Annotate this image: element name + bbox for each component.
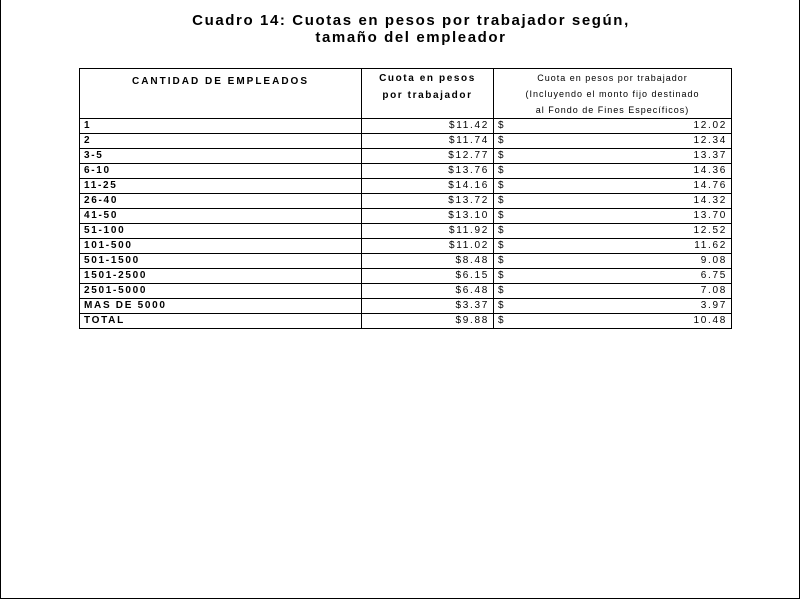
table-row (80, 314, 732, 329)
currency-symbol: $ (498, 315, 506, 326)
header-cuota-line-2: por trabajador (382, 90, 473, 101)
table-title (0, 12, 800, 46)
header-cuota-label (362, 69, 493, 104)
currency-symbol: $ (498, 165, 506, 176)
row-cuota-incluyendo-value: 7.08 (700, 285, 727, 296)
row-cuota: $11.02 (362, 239, 494, 254)
row-cuota: $11.92 (362, 224, 494, 239)
header-row (80, 69, 732, 119)
row-cuota-incluyendo (494, 224, 732, 239)
row-cuota-incluyendo (494, 119, 732, 134)
row-cuota-incluyendo-value: 11.62 (694, 240, 727, 251)
row-cuota: $3.37 (362, 299, 494, 314)
currency-symbol: $ (498, 255, 506, 266)
row-cuota: $6.48 (362, 284, 494, 299)
row-cuota-incluyendo (494, 299, 732, 314)
header-cuota-incl-line-2: (Incluyendo el monto fijo destinado (525, 89, 700, 99)
row-cuota-incluyendo (494, 149, 732, 164)
row-cuota-incluyendo-value: 9.08 (700, 255, 727, 266)
row-cuota: $12.77 (362, 149, 494, 164)
currency-symbol: $ (498, 270, 506, 281)
row-cuota-incluyendo-value: 12.52 (693, 225, 727, 236)
row-cuota-incluyendo (494, 284, 732, 299)
row-cuota: $9.88 (362, 314, 494, 329)
header-cantidad-label: CANTIDAD DE EMPLEADOS (131, 76, 309, 87)
row-cuota-incluyendo (494, 179, 732, 194)
row-label: 2501-5000 (80, 284, 362, 299)
row-label: 3-5 (80, 149, 362, 164)
table-body (80, 69, 732, 329)
table-row (80, 239, 732, 254)
table-row (80, 179, 732, 194)
row-label: 1501-2500 (80, 269, 362, 284)
table-row (80, 269, 732, 284)
row-cuota-incluyendo-value: 12.02 (693, 120, 727, 131)
title-line-1: Cuadro 14: Cuotas en pesos por trabajador según, (192, 12, 630, 29)
table-row (80, 224, 732, 239)
row-cuota: $11.42 (362, 119, 494, 134)
row-cuota: $13.10 (362, 209, 494, 224)
table-row (80, 299, 732, 314)
row-cuota-incluyendo (494, 239, 732, 254)
row-label: 6-10 (80, 164, 362, 179)
header-cuota-incluyendo (494, 69, 732, 119)
row-cuota-incluyendo (494, 164, 732, 179)
cuotas-table (79, 68, 732, 329)
table-row (80, 254, 732, 269)
row-label: 101-500 (80, 239, 362, 254)
currency-symbol: $ (498, 225, 506, 236)
row-cuota-incluyendo-value: 10.48 (693, 315, 727, 326)
row-cuota-incluyendo (494, 269, 732, 284)
table-row (80, 209, 732, 224)
row-label: 1 (80, 119, 362, 134)
row-cuota-incluyendo-value: 13.70 (693, 210, 727, 221)
header-cuota-incluyendo-label (494, 69, 731, 118)
row-cuota-incluyendo-value: 6.75 (700, 270, 727, 281)
row-cuota-incluyendo-value: 14.76 (693, 180, 727, 191)
currency-symbol: $ (498, 195, 506, 206)
row-cuota-incluyendo-value: 13.37 (693, 150, 727, 161)
row-cuota-incluyendo (494, 134, 732, 149)
row-cuota-incluyendo-value: 3.97 (700, 300, 727, 311)
row-label: 41-50 (80, 209, 362, 224)
row-cuota-incluyendo (494, 254, 732, 269)
row-cuota-incluyendo-value: 12.34 (693, 135, 727, 146)
currency-symbol: $ (498, 285, 506, 296)
row-cuota: $6.15 (362, 269, 494, 284)
table-row (80, 134, 732, 149)
currency-symbol: $ (498, 135, 506, 146)
row-cuota-incluyendo-value: 14.32 (693, 195, 727, 206)
table-row (80, 284, 732, 299)
row-cuota-incluyendo (494, 314, 732, 329)
row-label: 11-25 (80, 179, 362, 194)
currency-symbol: $ (498, 240, 506, 251)
table-row (80, 194, 732, 209)
header-cuota-line-1: Cuota en pesos (379, 73, 476, 84)
row-cuota-incluyendo (494, 194, 732, 209)
row-label: 501-1500 (80, 254, 362, 269)
row-label: MAS DE 5000 (80, 299, 362, 314)
header-cuota (362, 69, 494, 119)
row-label: 51-100 (80, 224, 362, 239)
table-row (80, 164, 732, 179)
row-cuota-incluyendo (494, 209, 732, 224)
currency-symbol: $ (498, 210, 506, 221)
row-label: 26-40 (80, 194, 362, 209)
table-row (80, 119, 732, 134)
row-cuota: $14.16 (362, 179, 494, 194)
row-cuota-incluyendo-value: 14.36 (693, 165, 727, 176)
row-cuota: $13.76 (362, 164, 494, 179)
row-cuota: $8.48 (362, 254, 494, 269)
row-cuota: $13.72 (362, 194, 494, 209)
row-label: TOTAL (80, 314, 362, 329)
row-cuota: $11.74 (362, 134, 494, 149)
row-label: 2 (80, 134, 362, 149)
title-line-2: tamaño del empleador (315, 29, 507, 46)
currency-symbol: $ (498, 300, 506, 311)
header-cuota-incl-line-1: Cuota en pesos por trabajador (537, 73, 688, 83)
currency-symbol: $ (498, 150, 506, 161)
currency-symbol: $ (498, 180, 506, 191)
table-row (80, 149, 732, 164)
currency-symbol: $ (498, 120, 506, 131)
header-cuota-incl-line-3: al Fondo de Fines Específicos) (535, 105, 690, 115)
header-cantidad (80, 69, 362, 119)
